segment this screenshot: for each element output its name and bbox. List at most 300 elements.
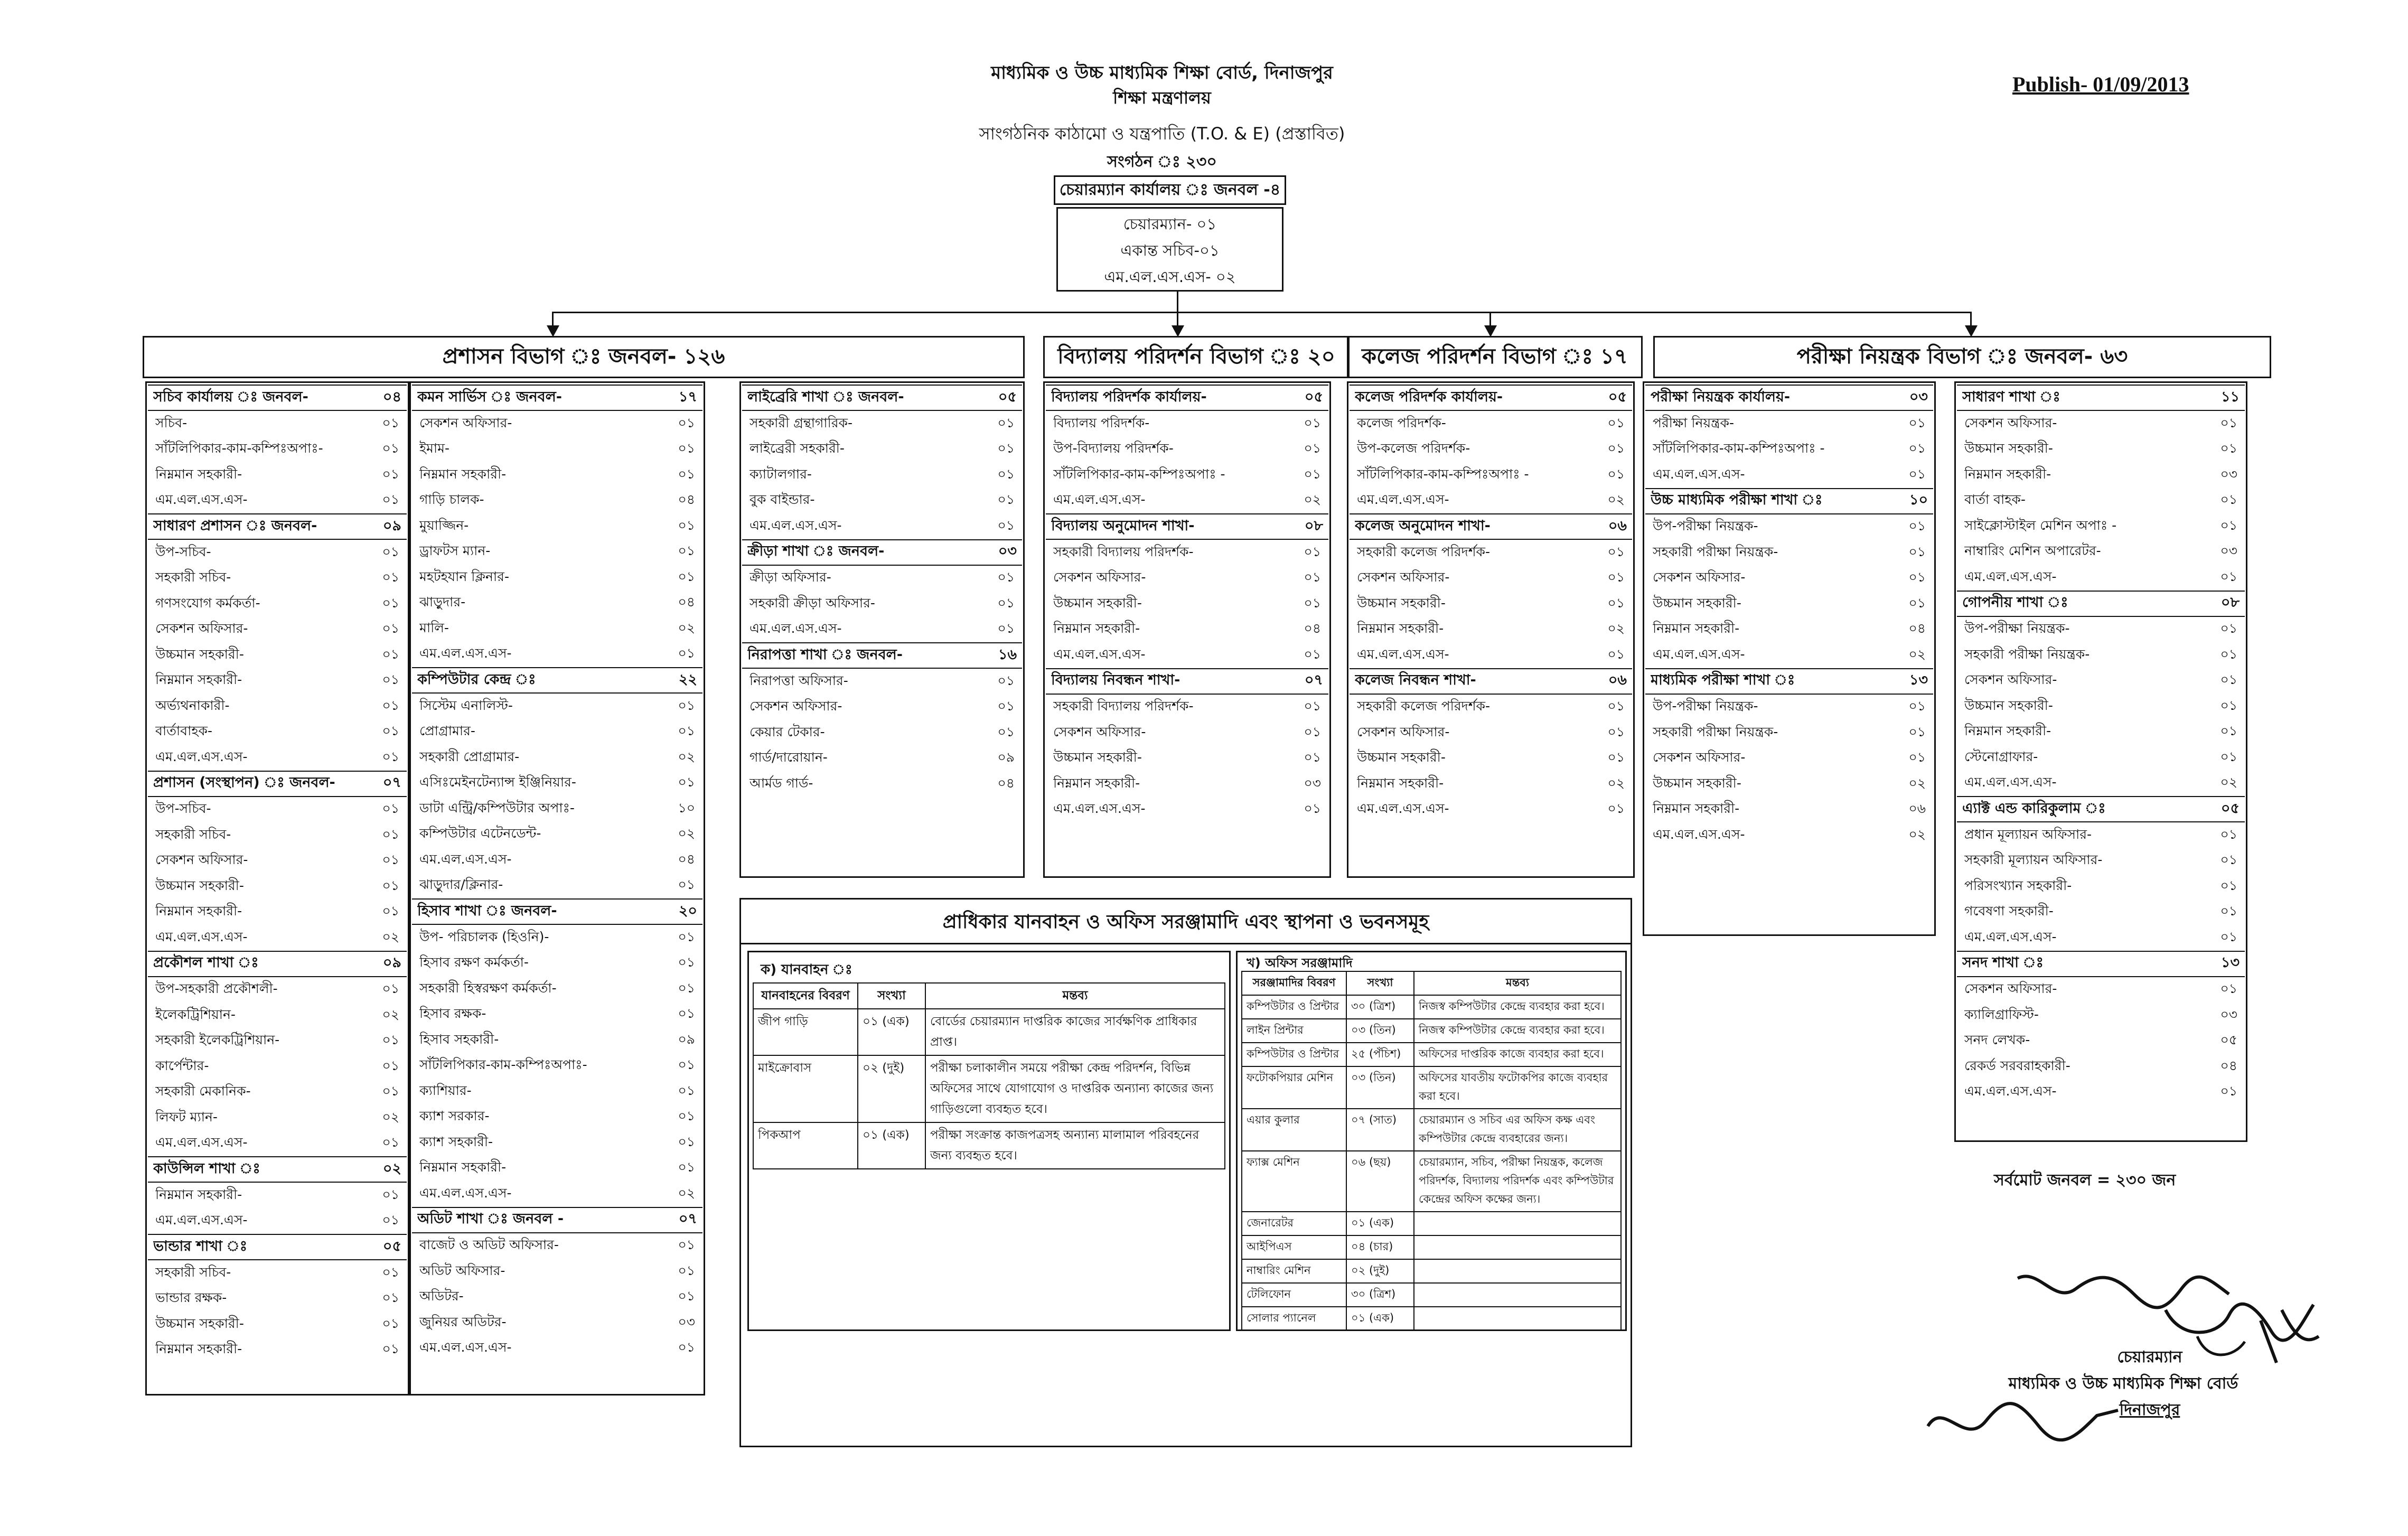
staff-post: সহকারী বিদ্যালয় পরিদর্শক-: [1053, 698, 1194, 714]
staff-row: [412, 565, 702, 591]
staff-count: ০১: [1908, 724, 1926, 739]
staff-count: ০১: [1908, 518, 1926, 534]
staff-count: ০২: [1607, 775, 1625, 791]
section-heading: [148, 385, 407, 411]
staff-post: সহকারী কলেজ পরিদর্শক-: [1357, 544, 1491, 559]
section-heading: [148, 771, 407, 797]
section-heading: [1645, 668, 1933, 695]
staff-row: [1350, 617, 1632, 643]
staff-row: [412, 591, 702, 616]
staff-post: উচ্চমান সহকারী-: [155, 1315, 244, 1331]
section-block: [148, 1156, 407, 1234]
staff-post: এম.এল.এস.এস-: [1653, 466, 1745, 482]
staff-row: [1645, 642, 1933, 668]
staff-count: ০৩: [2220, 1006, 2237, 1022]
staff-count: ০১: [2220, 981, 2237, 997]
item-count: ৩০ (ত্রিশ): [1346, 1283, 1414, 1307]
staff-post: সেকশন অফিসার-: [1357, 724, 1450, 739]
staff-post: সচিব-: [155, 415, 188, 430]
staff-row: [1957, 488, 2245, 514]
staff-count: ০১: [2220, 697, 2237, 713]
staff-row: [148, 1080, 407, 1106]
staff-post: সেকশন অফিসার-: [1053, 569, 1146, 585]
staff-row: [412, 616, 702, 642]
staff-count: ০১: [1607, 441, 1625, 456]
chairman-office-label: চেয়ারম্যান কার্যালয় ঃ জনবল -৪: [1059, 181, 1281, 199]
staff-count: ০৫: [2220, 1032, 2237, 1048]
staff-row: [1957, 694, 2245, 719]
staff-row: [1645, 617, 1933, 643]
staff-row: [412, 1310, 702, 1336]
document-subtitle: সাংগঠনিক কাঠামো ও যন্ত্রপাতি (T.O. & E) (প্রস্তাবিত): [979, 124, 1345, 144]
item-count: ৩০ (ত্রিশ): [1346, 995, 1414, 1019]
staff-row: [1046, 771, 1328, 797]
signature-city: দিনাজপুর: [2119, 1401, 2180, 1419]
staff-row: [148, 617, 407, 643]
section-block: [148, 951, 407, 1157]
staff-count: ০৯: [997, 750, 1015, 765]
staff-row: [1957, 1003, 2245, 1028]
staff-count: ০১: [1304, 569, 1321, 585]
staff-row: [412, 976, 702, 1002]
staff-post: নিম্নমান সহকারী-: [155, 1186, 242, 1202]
item-description: কম্পিউটার ও প্রিন্টার: [1242, 1043, 1346, 1066]
college-department-title: কলেজ পরিদর্শন বিভাগ ঃ ১৭: [1347, 336, 1643, 378]
staff-post: সাঁটলিপিকার-কাম-কম্পিঃঅপাঃ -: [1653, 441, 1825, 456]
item-count: ০৭ (সাত): [1346, 1109, 1414, 1151]
staff-count: ০১: [382, 466, 399, 482]
staff-count: ০২: [678, 748, 695, 764]
staff-row: [1046, 411, 1328, 437]
section-title: কলেজ অনুমোদন শাখা-: [1355, 517, 1491, 534]
vehicles-header-desc: যানবাহনের বিবরণ: [753, 983, 858, 1009]
staff-row: [1957, 874, 2245, 900]
staff-row: [148, 1054, 407, 1080]
staff-row: [412, 1181, 702, 1207]
staff-row: [412, 1002, 702, 1028]
staff-post: সহকারী মেকানিক-: [155, 1083, 251, 1099]
section-block: [1645, 385, 1933, 488]
staff-row: [742, 695, 1022, 720]
staff-row: [148, 1312, 407, 1337]
staff-count: ০১: [997, 698, 1015, 714]
staff-count: ০১: [997, 621, 1015, 636]
staff-row: [1645, 591, 1933, 617]
staff-row: [1350, 488, 1632, 514]
section-title: প্রকৌশল শাখা ঃ: [153, 954, 259, 971]
arrow-exam: [1965, 325, 1978, 337]
section-heading: [412, 898, 702, 925]
staff-row: [148, 1337, 407, 1363]
staff-post: কেয়ার টেকার-: [749, 724, 825, 739]
staff-post: সাঁটলিপিকার-কাম-কম্পিঃঅপাঃ -: [1053, 466, 1225, 482]
staff-row: [1645, 411, 1933, 437]
staff-post: নিম্নমান সহকারী-: [1653, 621, 1740, 636]
staff-post: মুয়াজ্জিন-: [419, 517, 469, 533]
equipment-row: [1242, 995, 1621, 1019]
staff-count: ০২: [678, 620, 695, 635]
staff-post: উচ্চমান সহকারী-: [1357, 595, 1446, 611]
exam-column-1: [1645, 385, 1933, 848]
staff-count: ০১: [1304, 544, 1321, 559]
staff-count: ০১: [1304, 595, 1321, 611]
section-count: ০৩: [1909, 388, 1928, 405]
item-description: মাইক্রোবাস: [753, 1055, 858, 1122]
staff-count: ০১: [1304, 724, 1321, 739]
staff-row: [1350, 437, 1632, 463]
staff-post: সিস্টেম এনালিস্ট-: [419, 697, 513, 713]
item-remark: নিজস্ব কম্পিউটার কেন্দ্রে ব্যবহার করা হবে।: [1414, 995, 1621, 1019]
staff-post: সহকারী পরীক্ষা নিয়ন্ত্রক-: [1653, 724, 1778, 739]
staff-post: অর্ভ্যথনাকারী-: [155, 697, 230, 713]
staff-post: এসিঃমেইনটেন্যান্স ইঞ্জিনিয়ার-: [419, 774, 576, 790]
staff-row: [148, 874, 407, 900]
staff-row: [148, 1131, 407, 1157]
staff-post: গাড়ি চালক-: [419, 492, 484, 508]
staff-count: ০১: [997, 724, 1015, 739]
staff-count: ০২: [1304, 492, 1321, 508]
staff-count: ০১: [2220, 877, 2237, 893]
staff-row: [1350, 540, 1632, 566]
staff-post: নিম্নমান সহকারী-: [419, 1159, 507, 1175]
section-block: [412, 385, 702, 667]
section-block: [412, 667, 702, 898]
staff-row: [1957, 1028, 2245, 1054]
vehicle-row: [753, 1009, 1225, 1055]
staff-post: উচ্চমান সহকারী-: [1357, 750, 1446, 765]
item-remark: নিজস্ব কম্পিউটার কেন্দ্রে ব্যবহার করা হবে।: [1414, 1019, 1621, 1043]
item-remark: অফিসের দাপ্তরিক কাজে ব্যবহার করা হবে।: [1414, 1043, 1621, 1066]
staff-row: [412, 925, 702, 951]
section-heading: [742, 642, 1022, 669]
arrow-school: [1172, 325, 1184, 337]
item-remark: [1414, 1283, 1621, 1307]
item-count: ০৬ (ছয়): [1346, 1151, 1414, 1212]
staff-post: এম.এল.এস.এস-: [749, 517, 842, 533]
section-count: ০২: [382, 1160, 401, 1177]
staff-post: সেকশন অফিসার-: [155, 852, 248, 868]
staff-row: [148, 900, 407, 925]
section-title: বিদ্যালয় অনুমোদন শাখা-: [1051, 517, 1195, 534]
staff-row: [412, 1027, 702, 1053]
staff-count: ০১: [382, 1135, 399, 1150]
staff-count: ০১: [2220, 492, 2237, 508]
section-count: ০৯: [382, 517, 401, 534]
item-remark: [1414, 1307, 1621, 1331]
staff-count: ০১: [1607, 544, 1625, 559]
staff-row: [1957, 719, 2245, 745]
secretary-line: একান্ত সচিব-০১: [1120, 241, 1220, 259]
staff-count: ০২: [1908, 646, 1926, 662]
staff-count: ০১: [997, 466, 1015, 482]
connector-horizontal: [552, 312, 1972, 313]
staff-row: [1046, 797, 1328, 823]
staff-row: [148, 411, 407, 437]
section-title: সাধারণ প্রশাসন ঃ জনবল-: [153, 517, 317, 534]
staff-count: ০১: [382, 801, 399, 817]
section-count: ১৬: [998, 646, 1017, 663]
arrow-admin: [547, 325, 559, 337]
staff-count: ০১: [997, 569, 1015, 585]
staff-count: ০১: [1908, 441, 1926, 456]
staff-count: ০১: [678, 543, 695, 559]
item-description: লাইন প্রিন্টার: [1242, 1019, 1346, 1043]
staff-count: ০১: [678, 1159, 695, 1175]
staff-count: ০১: [382, 595, 399, 611]
staff-row: [1957, 513, 2245, 539]
staff-count: ০১: [1607, 595, 1625, 611]
section-heading: [1957, 385, 2245, 411]
staff-row: [148, 848, 407, 874]
staff-count: ০১: [1908, 466, 1926, 482]
staff-count: ০১: [678, 517, 695, 533]
mlss-line: এম.এল.এস.এস- ০২: [1104, 268, 1236, 286]
staff-post: এম.এল.এস.এস-: [1357, 646, 1449, 662]
staff-row: [148, 1183, 407, 1209]
assets-title: প্রাধিকার যানবাহন ও অফিস সরঞ্জামাদি এবং স্থাপনা ও ভবনসমূহ: [942, 911, 1429, 933]
item-count: ০১ (এক): [858, 1122, 925, 1169]
chairman-line: চেয়ারম্যান- ০১: [1123, 215, 1217, 233]
section-title: লাইব্রেরি শাখা ঃ জনবল-: [747, 388, 904, 405]
staff-post: উচ্চমান সহকারী-: [155, 877, 244, 893]
staff-row: [742, 720, 1022, 746]
staff-post: সেকশন অফিসার-: [749, 698, 842, 714]
staff-count: ০১: [678, 877, 695, 893]
staff-post: রেকর্ড সরবরাহকারী-: [1964, 1057, 2070, 1073]
staff-count: ০১: [1607, 801, 1625, 817]
staff-row: [148, 797, 407, 823]
staff-row: [148, 591, 407, 617]
section-heading: [148, 513, 407, 540]
item-remark: [1414, 1212, 1621, 1235]
item-description: আইপিএস: [1242, 1235, 1346, 1259]
vehicles-label: ক) যানবাহন ঃ: [761, 962, 852, 978]
section-count: ১০: [1909, 492, 1928, 508]
section-count: ২০: [678, 902, 697, 919]
staff-row: [1350, 591, 1632, 617]
staff-post: হিসাব সহকারী-: [419, 1031, 499, 1047]
staff-row: [148, 719, 407, 745]
staff-post: এম.এল.এস.এস-: [155, 1135, 248, 1150]
section-title: ক্রীড়া শাখা ঃ জনবল-: [747, 543, 885, 559]
staff-post: ক্যাশ সরকার-: [419, 1108, 490, 1124]
staff-post: উপ-সহকারী প্রকৌশলী-: [155, 981, 278, 997]
staff-post: গার্ড/দারোয়ান-: [749, 750, 828, 765]
staff-count: ০১: [1607, 569, 1625, 585]
staff-count: ০১: [678, 441, 695, 456]
section-block: [412, 898, 702, 1207]
staff-post: উপ-সচিব-: [155, 544, 211, 559]
staff-count: ০১: [382, 697, 399, 713]
staff-count: ০১: [382, 544, 399, 559]
staff-count: ০৩: [678, 1314, 695, 1329]
section-title: সাধারণ শাখা ঃ: [1962, 388, 2060, 405]
staff-row: [1957, 1080, 2245, 1106]
section-count: ০৫: [998, 388, 1017, 405]
connector-vertical: [1177, 292, 1178, 313]
staff-post: সেকশন অফিসার-: [419, 415, 512, 430]
staff-post: সহকারী সচিব-: [155, 569, 231, 585]
staff-post: নিরাপত্তা অফিসার-: [749, 672, 848, 688]
staff-count: ০১: [997, 492, 1015, 508]
staff-row: [148, 1260, 407, 1286]
staff-post: বাজেট ও অডিট অফিসার-: [419, 1237, 559, 1253]
staff-count: ০১: [382, 1186, 399, 1202]
section-block: [148, 385, 407, 513]
staff-count: ০৬: [1908, 801, 1926, 817]
staff-post: ক্যাটালগার-: [749, 466, 812, 482]
section-block: [1957, 385, 2245, 591]
staff-count: ০২: [678, 826, 695, 841]
staff-count: ০১: [1908, 569, 1926, 585]
staff-post: ইলেকট্রিশিয়ান-: [155, 1006, 236, 1022]
staff-post: এম.এল.এস.এস-: [1053, 801, 1146, 817]
admin-column-3: [742, 385, 1022, 797]
signature-organization: মাধ্যমিক ও উচ্চ মাধ্যমিক শিক্ষা বোর্ড: [2008, 1374, 2238, 1393]
staff-count: ০১: [997, 415, 1015, 430]
section-heading: [1046, 513, 1328, 540]
staff-count: ০১: [997, 595, 1015, 611]
staff-count: ০২: [678, 1185, 695, 1201]
staff-post: সনদ লেখক-: [1964, 1032, 2030, 1048]
staff-count: ০১: [382, 981, 399, 997]
item-remark: পরীক্ষা চলাকালীন সময়ে পরীক্ষা কেন্দ্র পরিদর্শন, বিভিন্ন অফিসের সাথে যোগাযোগ ও দাপ্তরিক অন্যান্য কাজের জন্য গাড়িগুলো ব্যবহৃত হবে।: [925, 1055, 1225, 1122]
staff-count: ০৩: [1304, 775, 1321, 791]
staff-count: ০১: [1908, 415, 1926, 430]
staff-row: [412, 796, 702, 822]
staff-post: এম.এল.এস.এস-: [1357, 801, 1449, 817]
staff-post: নিম্নমান সহকারী-: [1053, 621, 1140, 636]
section-title: কলেজ পরিদর্শক কার্যালয়-: [1355, 388, 1503, 405]
staff-post: ঝাড়ুদার-: [419, 594, 466, 610]
staff-row: [412, 488, 702, 514]
equipment-header-count: সংখ্যা: [1346, 971, 1414, 995]
section-heading: [1046, 385, 1328, 411]
item-description: পিকআপ: [753, 1122, 858, 1169]
section-block: [742, 642, 1022, 797]
staff-row: [1957, 771, 2245, 797]
staff-row: [412, 1104, 702, 1130]
staff-post: প্রধান মূল্যায়ন অফিসার-: [1964, 826, 2092, 842]
staff-count: ০১: [382, 826, 399, 842]
staff-post: এম.এল.এস.এস-: [1653, 646, 1745, 662]
staff-count: ০১: [382, 672, 399, 688]
staff-count: ০৩: [2220, 466, 2237, 482]
staff-count: ০২: [382, 929, 399, 944]
staff-post: জুনিয়র অডিটর-: [419, 1314, 507, 1329]
staff-row: [1046, 437, 1328, 463]
staff-count: ০২: [1607, 621, 1625, 636]
section-block: [1645, 668, 1933, 848]
staff-count: ০৯: [678, 1031, 695, 1047]
signature-title: চেয়ারম্যান: [2117, 1348, 2182, 1366]
staff-row: [1046, 695, 1328, 720]
staff-post: সহকারী হিস্বরক্ষণ কর্মকর্তা-: [419, 980, 557, 996]
section-title: সচিব কার্যালয় ঃ জনবল-: [153, 388, 308, 405]
equipment-row: [1242, 1235, 1621, 1259]
staff-count: ০১: [2220, 621, 2237, 636]
section-title: পরীক্ষা নিয়ন্ত্রক কার্যালয়-: [1651, 388, 1791, 405]
section-heading: [1046, 668, 1328, 695]
staff-post: এম.এল.এস.এস-: [155, 492, 248, 508]
equipment-row: [1242, 1066, 1621, 1109]
section-heading: [412, 667, 702, 694]
staff-count: ০১: [2220, 568, 2237, 584]
staff-row: [412, 642, 702, 668]
staff-post: উচ্চমান সহকারী-: [155, 646, 244, 662]
staff-count: ০২: [382, 1006, 399, 1022]
staff-row: [1046, 591, 1328, 617]
staff-count: ০১: [678, 568, 695, 584]
staff-row: [412, 462, 702, 488]
section-count: ০৫: [2220, 800, 2240, 817]
section-count: ০৭: [678, 1211, 697, 1227]
section-title: উচ্চ মাধ্যমিক পরীক্ষা শাখা ঃ: [1651, 492, 1823, 508]
staff-post: সাইক্লোস্টাইল মেশিন অপাঃ -: [1964, 517, 2117, 533]
staff-row: [1957, 565, 2245, 591]
staff-post: পরিসংখ্যান সহকারী-: [1964, 877, 2072, 893]
staff-post: গণসংযোগ কর্মকর্তা-: [155, 595, 260, 611]
staff-count: ০৪: [678, 851, 695, 867]
item-count: ০২ (দুই): [1346, 1259, 1414, 1283]
staff-row: [412, 1156, 702, 1182]
section-count: ০৫: [1608, 388, 1627, 405]
staff-post: স্টেনোগ্রাফার-: [1964, 748, 2038, 764]
staff-post: আর্মড গার্ড-: [749, 775, 813, 791]
staff-count: ০১: [382, 646, 399, 662]
staff-count: ০১: [1908, 698, 1926, 714]
section-heading: [1350, 385, 1632, 411]
staff-count: ০১: [1304, 750, 1321, 765]
grand-total: সর্বমোট জনবল = ২৩০ জন: [1994, 1171, 2176, 1190]
staff-post: ড্রাফটস ম্যান-: [419, 543, 491, 559]
section-title: হিসাব শাখা ঃ জনবল-: [417, 902, 557, 919]
staff-post: উপ-পরীক্ষা নিয়ন্ত্রক-: [1964, 621, 2070, 636]
staff-post: সেকশন অফিসার-: [1964, 981, 2057, 997]
section-heading: [412, 385, 702, 411]
item-description: সোলার প্যানেল: [1242, 1307, 1346, 1331]
staff-row: [1957, 900, 2245, 925]
staff-count: ০১: [1607, 750, 1625, 765]
staff-count: ০১: [678, 1057, 695, 1073]
staff-row: [1645, 566, 1933, 592]
section-block: [1957, 591, 2245, 797]
section-block: [1957, 796, 2245, 951]
staff-post: এম.এল.এস.এস-: [155, 1212, 248, 1228]
staff-post: নিম্নমান সহকারী-: [1357, 775, 1444, 791]
section-heading: [1350, 513, 1632, 540]
staff-count: ০১: [382, 723, 399, 739]
staff-post: সেকশন অফিসার-: [155, 621, 248, 636]
staff-post: কলেজ পরিদর্শক-: [1357, 415, 1446, 430]
staff-post: এম.এল.এস.এস-: [1053, 492, 1146, 508]
staff-post: বুক বাইন্ডার-: [749, 492, 815, 508]
section-heading: [148, 951, 407, 977]
staff-post: সহকারী বিদ্যালয় পরিদর্শক-: [1053, 544, 1194, 559]
staff-post: এম.এল.এস.এস-: [1964, 1083, 2057, 1099]
staff-row: [412, 847, 702, 873]
staff-post: এম.এল.এস.এস-: [1964, 929, 2057, 944]
staff-count: ০১: [382, 1315, 399, 1331]
staff-post: সাঁটলিপিকার-কাম-কম্পিঃঅপাঃ -: [1357, 466, 1529, 482]
staff-row: [148, 540, 407, 566]
staff-row: [1957, 539, 2245, 565]
staff-count: ০১: [382, 441, 399, 456]
staff-row: [1046, 488, 1328, 514]
equipment-row: [1242, 1259, 1621, 1283]
staff-row: [1350, 695, 1632, 720]
staff-count: ০১: [382, 877, 399, 893]
